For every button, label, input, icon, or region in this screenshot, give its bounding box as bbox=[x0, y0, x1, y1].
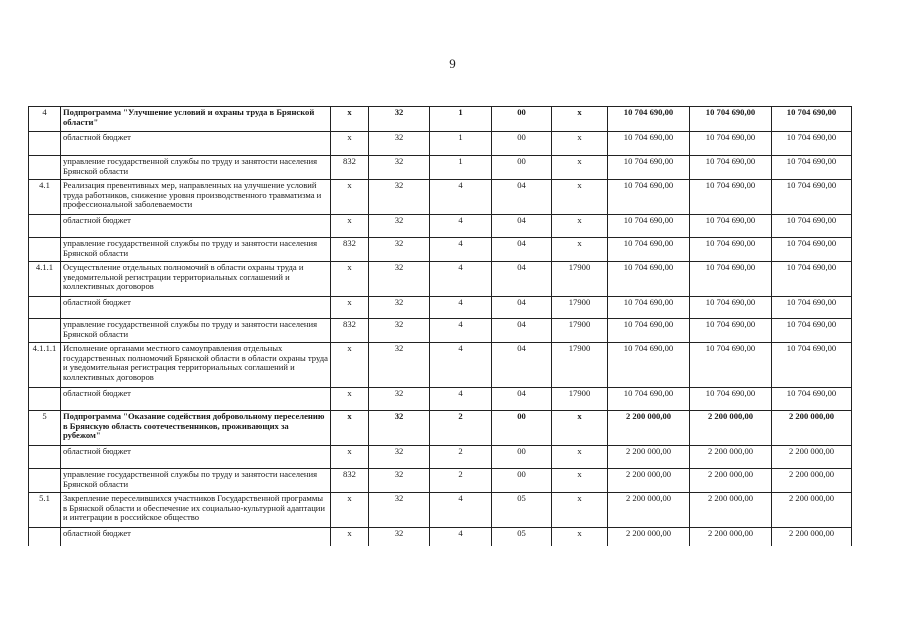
code-subprogram-cell: 1 bbox=[430, 156, 492, 180]
amount-year-1-cell: 10 704 690,00 bbox=[608, 319, 690, 343]
row-number-cell: 5 bbox=[29, 411, 61, 446]
amount-year-1-cell: 10 704 690,00 bbox=[608, 132, 690, 156]
table-row bbox=[29, 469, 852, 493]
row-name-cell: областной бюджет bbox=[61, 528, 331, 546]
amount-year-1-cell: 10 704 690,00 bbox=[608, 156, 690, 180]
code-subprogram-cell: 1 bbox=[430, 132, 492, 156]
amount-year-1-cell: 2 200 000,00 bbox=[608, 411, 690, 446]
code-direction-cell: x bbox=[552, 469, 608, 493]
row-number-cell bbox=[29, 297, 61, 319]
amount-year-3-cell: 10 704 690,00 bbox=[772, 262, 852, 297]
amount-year-2-cell: 2 200 000,00 bbox=[690, 528, 772, 546]
code-subprogram-cell: 4 bbox=[430, 528, 492, 546]
code-subprogram-cell: 1 bbox=[430, 107, 492, 132]
code-subprogram-cell: 4 bbox=[430, 262, 492, 297]
row-number-cell bbox=[29, 469, 61, 493]
amount-year-3-cell: 10 704 690,00 bbox=[772, 180, 852, 215]
code-grbs-cell: 832 bbox=[331, 319, 369, 343]
code-direction-cell: 17900 bbox=[552, 343, 608, 388]
amount-year-3-cell: 10 704 690,00 bbox=[772, 388, 852, 411]
table-row bbox=[29, 297, 852, 319]
code-direction-cell: x bbox=[552, 180, 608, 215]
code-subprogram-cell: 4 bbox=[430, 493, 492, 528]
code-program-cell: 32 bbox=[369, 215, 430, 238]
code-direction-cell: x bbox=[552, 446, 608, 469]
amount-year-3-cell: 10 704 690,00 bbox=[772, 343, 852, 388]
amount-year-1-cell: 10 704 690,00 bbox=[608, 343, 690, 388]
table-row bbox=[29, 132, 852, 156]
code-program-cell: 32 bbox=[369, 107, 430, 132]
code-program-cell: 32 bbox=[369, 262, 430, 297]
row-number-cell bbox=[29, 238, 61, 262]
amount-year-3-cell: 10 704 690,00 bbox=[772, 238, 852, 262]
code-grbs-cell: x bbox=[331, 132, 369, 156]
table-row bbox=[29, 262, 852, 297]
code-program-cell: 32 bbox=[369, 411, 430, 446]
code-program-cell: 32 bbox=[369, 493, 430, 528]
code-direction-cell: 17900 bbox=[552, 262, 608, 297]
code-subprogram-cell: 4 bbox=[430, 319, 492, 343]
budget-table bbox=[28, 106, 852, 546]
code-event-cell: 04 bbox=[492, 215, 552, 238]
code-grbs-cell: 832 bbox=[331, 469, 369, 493]
code-program-cell: 32 bbox=[369, 528, 430, 546]
amount-year-2-cell: 2 200 000,00 bbox=[690, 411, 772, 446]
row-number-cell: 4.1 bbox=[29, 180, 61, 215]
page-number: 9 bbox=[449, 56, 456, 71]
amount-year-3-cell: 10 704 690,00 bbox=[772, 297, 852, 319]
code-direction-cell: 17900 bbox=[552, 388, 608, 411]
row-name-cell: Осуществление отдельных полномочий в области охраны труда и уведомительной регистрации территориальных соглашений и коллективных договоров bbox=[61, 262, 331, 297]
code-grbs-cell: 832 bbox=[331, 238, 369, 262]
amount-year-3-cell: 2 200 000,00 bbox=[772, 469, 852, 493]
row-number-cell bbox=[29, 446, 61, 469]
row-name-cell: Исполнение органами местного самоуправления отдельных государственных полномочий Брянской области в области охраны труда и уведомительная регистрация территориальных соглашений и коллективных договоров bbox=[61, 343, 331, 388]
code-grbs-cell: 832 bbox=[331, 156, 369, 180]
amount-year-2-cell: 10 704 690,00 bbox=[690, 180, 772, 215]
code-event-cell: 04 bbox=[492, 319, 552, 343]
amount-year-1-cell: 10 704 690,00 bbox=[608, 180, 690, 215]
code-direction-cell: x bbox=[552, 528, 608, 546]
amount-year-3-cell: 2 200 000,00 bbox=[772, 493, 852, 528]
code-event-cell: 05 bbox=[492, 493, 552, 528]
row-number-cell bbox=[29, 132, 61, 156]
code-event-cell: 00 bbox=[492, 156, 552, 180]
code-direction-cell: x bbox=[552, 215, 608, 238]
code-program-cell: 32 bbox=[369, 388, 430, 411]
row-number-cell: 4 bbox=[29, 107, 61, 132]
code-event-cell: 04 bbox=[492, 388, 552, 411]
code-subprogram-cell: 4 bbox=[430, 180, 492, 215]
table-row bbox=[29, 343, 852, 388]
amount-year-3-cell: 10 704 690,00 bbox=[772, 319, 852, 343]
code-grbs-cell: x bbox=[331, 180, 369, 215]
row-name-cell: областной бюджет bbox=[61, 388, 331, 411]
amount-year-1-cell: 10 704 690,00 bbox=[608, 238, 690, 262]
code-event-cell: 04 bbox=[492, 262, 552, 297]
row-number-cell: 5.1 bbox=[29, 493, 61, 528]
row-name-cell: управление государственной службы по труду и занятости населения Брянской области bbox=[61, 469, 331, 493]
code-program-cell: 32 bbox=[369, 180, 430, 215]
row-number-cell bbox=[29, 388, 61, 411]
amount-year-3-cell: 2 200 000,00 bbox=[772, 411, 852, 446]
amount-year-2-cell: 10 704 690,00 bbox=[690, 388, 772, 411]
code-program-cell: 32 bbox=[369, 446, 430, 469]
code-direction-cell: x bbox=[552, 493, 608, 528]
row-name-cell: управление государственной службы по труду и занятости населения Брянской области bbox=[61, 238, 331, 262]
row-name-cell: Закрепление переселившихся участников Государственной программы в Брянской области и обеспечение их социально-культурной адаптации и интеграции в российское общество bbox=[61, 493, 331, 528]
row-name-cell: Подпрограмма "Улучшение условий и охраны труда в Брянской области" bbox=[61, 107, 331, 132]
code-direction-cell: x bbox=[552, 411, 608, 446]
amount-year-3-cell: 2 200 000,00 bbox=[772, 446, 852, 469]
code-grbs-cell: x bbox=[331, 343, 369, 388]
code-subprogram-cell: 4 bbox=[430, 343, 492, 388]
code-subprogram-cell: 4 bbox=[430, 388, 492, 411]
code-direction-cell: 17900 bbox=[552, 297, 608, 319]
amount-year-3-cell: 10 704 690,00 bbox=[772, 215, 852, 238]
amount-year-2-cell: 10 704 690,00 bbox=[690, 107, 772, 132]
amount-year-1-cell: 10 704 690,00 bbox=[608, 107, 690, 132]
code-grbs-cell: x bbox=[331, 388, 369, 411]
code-event-cell: 04 bbox=[492, 297, 552, 319]
code-subprogram-cell: 4 bbox=[430, 215, 492, 238]
amount-year-2-cell: 2 200 000,00 bbox=[690, 446, 772, 469]
code-event-cell: 05 bbox=[492, 528, 552, 546]
amount-year-2-cell: 2 200 000,00 bbox=[690, 469, 772, 493]
code-event-cell: 00 bbox=[492, 107, 552, 132]
amount-year-1-cell: 2 200 000,00 bbox=[608, 469, 690, 493]
amount-year-2-cell: 10 704 690,00 bbox=[690, 297, 772, 319]
row-name-cell: управление государственной службы по труду и занятости населения Брянской области bbox=[61, 156, 331, 180]
code-direction-cell: x bbox=[552, 107, 608, 132]
code-event-cell: 00 bbox=[492, 446, 552, 469]
code-program-cell: 32 bbox=[369, 156, 430, 180]
table-row bbox=[29, 156, 852, 180]
row-name-cell: управление государственной службы по труду и занятости населения Брянской области bbox=[61, 319, 331, 343]
code-grbs-cell: x bbox=[331, 411, 369, 446]
code-subprogram-cell: 2 bbox=[430, 469, 492, 493]
code-program-cell: 32 bbox=[369, 238, 430, 262]
table-row bbox=[29, 238, 852, 262]
amount-year-1-cell: 10 704 690,00 bbox=[608, 215, 690, 238]
amount-year-3-cell: 2 200 000,00 bbox=[772, 528, 852, 546]
amount-year-3-cell: 10 704 690,00 bbox=[772, 156, 852, 180]
table-row bbox=[29, 388, 852, 411]
code-direction-cell: x bbox=[552, 132, 608, 156]
table-row bbox=[29, 411, 852, 446]
table-row bbox=[29, 319, 852, 343]
code-subprogram-cell: 2 bbox=[430, 446, 492, 469]
row-name-cell: областной бюджет bbox=[61, 215, 331, 238]
code-event-cell: 00 bbox=[492, 411, 552, 446]
code-grbs-cell: x bbox=[331, 107, 369, 132]
table-row bbox=[29, 493, 852, 528]
amount-year-2-cell: 10 704 690,00 bbox=[690, 132, 772, 156]
code-event-cell: 04 bbox=[492, 180, 552, 215]
code-program-cell: 32 bbox=[369, 343, 430, 388]
amount-year-3-cell: 10 704 690,00 bbox=[772, 132, 852, 156]
amount-year-2-cell: 2 200 000,00 bbox=[690, 493, 772, 528]
code-grbs-cell: x bbox=[331, 262, 369, 297]
amount-year-1-cell: 2 200 000,00 bbox=[608, 493, 690, 528]
amount-year-3-cell: 10 704 690,00 bbox=[772, 107, 852, 132]
code-program-cell: 32 bbox=[369, 297, 430, 319]
row-number-cell: 4.1.1.1 bbox=[29, 343, 61, 388]
amount-year-1-cell: 2 200 000,00 bbox=[608, 446, 690, 469]
code-program-cell: 32 bbox=[369, 132, 430, 156]
amount-year-1-cell: 2 200 000,00 bbox=[608, 528, 690, 546]
code-direction-cell: 17900 bbox=[552, 319, 608, 343]
amount-year-1-cell: 10 704 690,00 bbox=[608, 297, 690, 319]
row-name-cell: Подпрограмма "Оказание содействия добровольному переселению в Брянскую область соотечественников, проживающих за рубежом" bbox=[61, 411, 331, 446]
code-event-cell: 00 bbox=[492, 132, 552, 156]
code-event-cell: 04 bbox=[492, 238, 552, 262]
row-name-cell: областной бюджет bbox=[61, 297, 331, 319]
code-grbs-cell: x bbox=[331, 215, 369, 238]
code-grbs-cell: x bbox=[331, 446, 369, 469]
row-name-cell: областной бюджет bbox=[61, 446, 331, 469]
table-row bbox=[29, 107, 852, 132]
amount-year-1-cell: 10 704 690,00 bbox=[608, 388, 690, 411]
amount-year-1-cell: 10 704 690,00 bbox=[608, 262, 690, 297]
row-number-cell bbox=[29, 156, 61, 180]
table-row bbox=[29, 180, 852, 215]
row-name-cell: областной бюджет bbox=[61, 132, 331, 156]
code-program-cell: 32 bbox=[369, 469, 430, 493]
amount-year-2-cell: 10 704 690,00 bbox=[690, 156, 772, 180]
code-subprogram-cell: 4 bbox=[430, 297, 492, 319]
code-grbs-cell: x bbox=[331, 528, 369, 546]
amount-year-2-cell: 10 704 690,00 bbox=[690, 343, 772, 388]
code-direction-cell: x bbox=[552, 238, 608, 262]
code-subprogram-cell: 2 bbox=[430, 411, 492, 446]
code-event-cell: 04 bbox=[492, 343, 552, 388]
row-number-cell bbox=[29, 528, 61, 546]
amount-year-2-cell: 10 704 690,00 bbox=[690, 319, 772, 343]
code-program-cell: 32 bbox=[369, 319, 430, 343]
table-row bbox=[29, 215, 852, 238]
amount-year-2-cell: 10 704 690,00 bbox=[690, 238, 772, 262]
code-event-cell: 00 bbox=[492, 469, 552, 493]
row-name-cell: Реализация превентивных мер, направленных на улучшение условий труда работников, снижение уровня производственного травматизма и профессиональной заболеваемости bbox=[61, 180, 331, 215]
amount-year-2-cell: 10 704 690,00 bbox=[690, 262, 772, 297]
code-grbs-cell: x bbox=[331, 493, 369, 528]
code-subprogram-cell: 4 bbox=[430, 238, 492, 262]
code-grbs-cell: x bbox=[331, 297, 369, 319]
row-number-cell bbox=[29, 215, 61, 238]
row-number-cell: 4.1.1 bbox=[29, 262, 61, 297]
amount-year-2-cell: 10 704 690,00 bbox=[690, 215, 772, 238]
table-row bbox=[29, 528, 852, 546]
row-number-cell bbox=[29, 319, 61, 343]
table-row bbox=[29, 446, 852, 469]
code-direction-cell: x bbox=[552, 156, 608, 180]
